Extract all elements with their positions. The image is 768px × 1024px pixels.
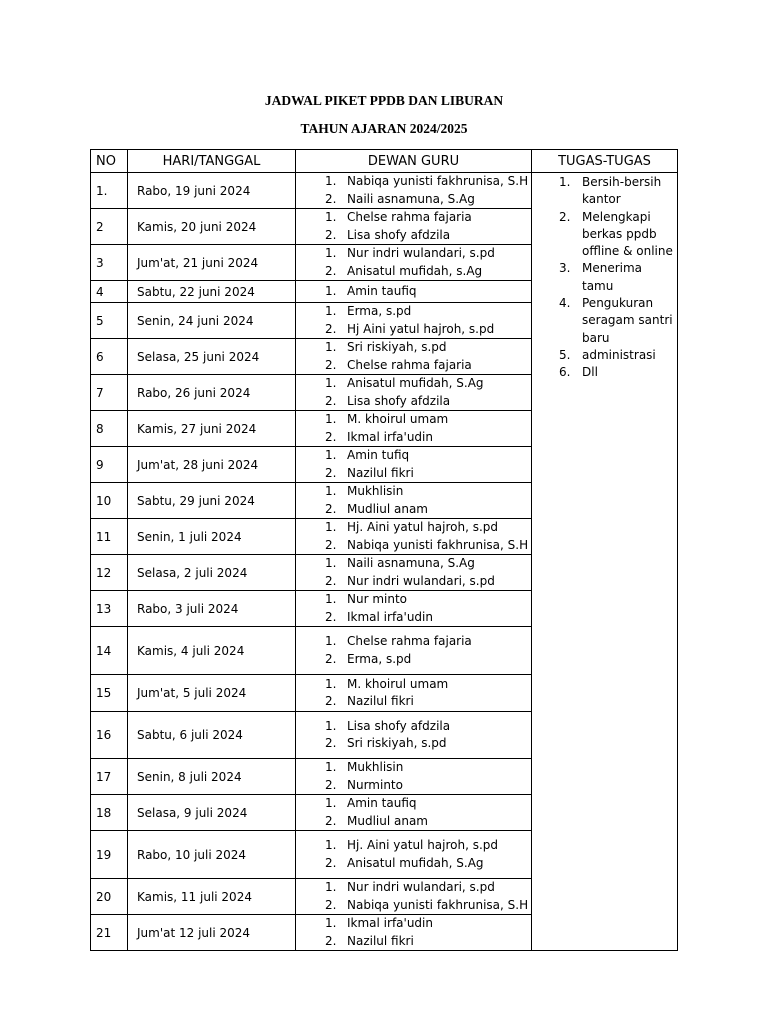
task-label: Dll [582,365,598,380]
row-teachers [296,339,532,375]
row-teachers [296,281,532,303]
teacher-list [296,718,531,753]
row-day: Rabo, 26 juni 2024 [128,375,296,411]
row-day: Jum'at, 5 juli 2024 [128,675,296,712]
teacher-name: Anisatul mufidah, S.Ag [347,855,484,870]
teacher-list [296,339,531,374]
teacher-item: 1. Nur indri wulandari, s.pd [325,880,495,894]
teacher-list [296,519,531,554]
teacher-name: Nur minto [347,592,408,606]
teacher-list [296,173,531,208]
row-teachers [296,209,532,245]
row-teachers [296,375,532,411]
row-teachers [296,303,532,339]
row-teachers [296,879,532,915]
teacher-name: Lisa shofy afdzila [347,718,451,733]
teacher-item: 2. Mudliul anam [325,501,428,516]
teacher-list [296,483,531,518]
tasks-cell [532,173,678,951]
row-teachers [296,759,532,795]
row-day: Selasa, 2 juli 2024 [128,555,296,591]
teacher-name: Mudliul anam [347,813,428,828]
teacher-item: 2. Lisa shofy afdzila [325,393,451,408]
teacher-name: M. khoirul umam [347,676,449,691]
row-day: Kamis, 4 juli 2024 [128,627,296,675]
row-number: 7 [91,375,128,411]
row-day: Selasa, 9 juli 2024 [128,795,296,831]
teacher-name: Naili asnamuna, S.Ag [347,191,475,206]
teacher-item: 1. Sri riskiyah, s.pd [325,340,447,354]
teacher-name: Hj. Aini yatul hajroh, s.pd [347,838,499,852]
teacher-item: 1. Amin taufiq [325,283,417,298]
teacher-name: Nabiqa yunisti fakhrunisa, S.H [347,897,529,912]
task-item: 1. Bersih-bersih kantor [559,175,662,207]
teacher-item: 2. Nazilul fikri [325,465,414,480]
teacher-item: 2. Hj Aini yatul hajroh, s.pd [325,321,495,336]
teacher-name: Nazilul fikri [347,694,414,708]
teacher-list [296,209,531,244]
row-day: Rabo, 19 juni 2024 [128,173,296,209]
teacher-item: 1. Nur indri wulandari, s.pd [325,246,495,260]
row-number: 18 [91,795,128,831]
row-teachers [296,245,532,281]
teacher-item: 1. Nur minto [325,592,408,606]
teacher-name: Erma, s.pd [347,304,412,318]
row-number: 19 [91,831,128,879]
teacher-name: Mudliul anam [347,501,428,516]
teacher-item: 1. M. khoirul umam [325,412,449,426]
teacher-item: 2. Ikmal irfa'udin [325,429,433,444]
document-subtitle: TAHUN AJARAN 2024/2025 [300,121,468,136]
teacher-item: 1. M. khoirul umam [325,676,449,691]
teacher-name: Nabiqa yunisti fakhrunisa, S.H [347,537,529,552]
teacher-name: Amin taufiq [347,283,417,298]
teacher-item: 2. Nurminto [325,777,403,792]
teacher-name: Nur indri wulandari, s.pd [347,573,495,588]
teacher-item: 1. Amin tufiq [325,448,410,462]
row-day: Kamis, 11 juli 2024 [128,879,296,915]
teacher-name: Sri riskiyah, s.pd [347,736,447,750]
teacher-item: 2. Chelse rahma fajaria [325,357,472,372]
teacher-name: Mukhlisin [347,760,404,774]
header-tasks: TUGAS-TUGAS [532,150,678,173]
teacher-name: Erma, s.pd [347,651,412,666]
teacher-item: 2. Mudliul anam [325,813,428,828]
row-teachers [296,712,532,759]
row-teachers [296,519,532,555]
task-label: Pengukuran seragam santri baru [582,296,673,345]
row-day: Sabtu, 22 juni 2024 [128,281,296,303]
task-label: administrasi [582,347,656,362]
row-number: 13 [91,591,128,627]
row-number: 3 [91,245,128,281]
row-number: 20 [91,879,128,915]
task-item: 6. Dll [559,365,598,380]
teacher-item: 2. Nur indri wulandari, s.pd [325,573,495,588]
teacher-item: 2. Nabiqa yunisti fakhrunisa, S.H [325,537,529,552]
task-label: Melengkapi berkas ppdb offline & online [582,209,673,259]
row-number: 6 [91,339,128,375]
teacher-list [296,591,531,626]
row-teachers [296,915,532,951]
row-number: 4 [91,281,128,303]
teacher-name: Hj Aini yatul hajroh, s.pd [347,321,495,336]
teacher-name: Chelse rahma fajaria [347,634,472,648]
row-number: 1. [91,173,128,209]
teacher-name: Chelse rahma fajaria [347,210,472,224]
teacher-name: Lisa shofy afdzila [347,393,451,408]
row-day: Sabtu, 6 juli 2024 [128,712,296,759]
row-day: Kamis, 20 juni 2024 [128,209,296,245]
teacher-list [296,759,531,794]
row-number: 9 [91,447,128,483]
row-teachers [296,447,532,483]
task-label: Bersih-bersih kantor [582,175,662,207]
row-day: Rabo, 10 juli 2024 [128,831,296,879]
table-row [91,173,678,209]
row-teachers [296,795,532,831]
table-header-row [91,150,678,173]
teacher-list [296,795,531,830]
teacher-name: Lisa shofy afdzila [347,227,451,242]
teacher-name: Anisatul mufidah, S.Ag [347,376,484,390]
row-number: 12 [91,555,128,591]
teacher-name: Mukhlisin [347,484,404,498]
teacher-item: 2. Anisatul mufidah, s.Ag [325,263,483,278]
row-day: Jum'at 12 juli 2024 [128,915,296,951]
header-teachers: DEWAN GURU [296,150,532,173]
teacher-item: 2. Ikmal irfa'udin [325,609,433,624]
row-teachers [296,555,532,591]
teacher-name: Ikmal irfa'udin [347,429,433,444]
teacher-item: 1. Chelse rahma fajaria [325,634,472,648]
teacher-name: Anisatul mufidah, s.Ag [347,263,483,278]
teacher-item: 1. Hj. Aini yatul hajroh, s.pd [325,520,499,534]
row-day: Sabtu, 29 juni 2024 [128,483,296,519]
teacher-name: Nurminto [347,777,403,792]
row-teachers [296,483,532,519]
teacher-item: 2. Nazilul fikri [325,694,414,708]
teacher-item: 1. Erma, s.pd [325,304,412,318]
teacher-item: 1. Chelse rahma fajaria [325,210,472,224]
header-no: NO [91,150,128,173]
header-day: HARI/TANGGAL [128,150,296,173]
teacher-list [296,411,531,446]
task-item: 3. Menerima tamu [559,261,643,293]
teacher-name: Amin taufiq [347,796,417,810]
teacher-list [296,375,531,410]
row-teachers [296,591,532,627]
teacher-item: 1. Mukhlisin [325,484,404,498]
row-number: 17 [91,759,128,795]
task-item: 4. Pengukuran seragam santri baru [559,296,673,345]
teacher-list [296,303,531,338]
teacher-list [296,555,531,590]
teacher-item: 2. Sri riskiyah, s.pd [325,736,447,750]
row-number: 14 [91,627,128,675]
row-day: Rabo, 3 juli 2024 [128,591,296,627]
teacher-item: 1. Lisa shofy afdzila [325,718,451,733]
row-number: 5 [91,303,128,339]
task-label: Menerima tamu [582,261,643,293]
teacher-list [296,283,531,301]
task-item: 2. Melengkapi berkas ppdb offline & online [559,209,673,259]
teacher-item: 1. Amin taufiq [325,796,417,810]
teacher-name: Nabiqa yunisti fakhrunisa, S.H [347,174,529,188]
row-day: Senin, 24 juni 2024 [128,303,296,339]
teacher-name: M. khoirul umam [347,412,449,426]
row-teachers [296,411,532,447]
document-title: JADWAL PIKET PPDB DAN LIBURAN [264,93,504,108]
teacher-item: 2. Nazilul fikri [325,933,414,948]
row-number: 10 [91,483,128,519]
teacher-name: Amin tufiq [347,448,410,462]
teacher-name: Nazilul fikri [347,933,414,948]
teacher-name: Nur indri wulandari, s.pd [347,880,495,894]
schedule-table [90,149,678,951]
row-number: 16 [91,712,128,759]
row-teachers [296,831,532,879]
task-item: 5. administrasi [559,347,656,362]
row-teachers [296,627,532,675]
row-teachers [296,675,532,712]
teacher-list [296,879,531,914]
teacher-item: 1. Nabiqa yunisti fakhrunisa, S.H [325,174,529,188]
row-number: 21 [91,915,128,951]
teacher-item: 2. Nabiqa yunisti fakhrunisa, S.H [325,897,529,912]
teacher-list [296,245,531,280]
row-number: 8 [91,411,128,447]
teacher-item: 1. Mukhlisin [325,760,404,774]
teacher-item: 1. Naili asnamuna, S.Ag [325,556,475,570]
row-number: 15 [91,675,128,712]
row-teachers [296,173,532,209]
teacher-name: Hj. Aini yatul hajroh, s.pd [347,520,499,534]
teacher-name: Ikmal irfa'udin [347,609,433,624]
teacher-item: 1. Anisatul mufidah, S.Ag [325,376,484,390]
teacher-name: Chelse rahma fajaria [347,357,472,372]
teacher-name: Nur indri wulandari, s.pd [347,246,495,260]
row-number: 2 [91,209,128,245]
teacher-list [296,837,531,872]
teacher-item: 1. Ikmal irfa'udin [325,916,433,930]
teacher-name: Nazilul fikri [347,465,414,480]
row-day: Jum'at, 28 juni 2024 [128,447,296,483]
row-day: Senin, 1 juli 2024 [128,519,296,555]
teacher-list [296,676,531,711]
teacher-item: 1. Hj. Aini yatul hajroh, s.pd [325,838,499,852]
teacher-list [296,447,531,482]
row-day: Kamis, 27 juni 2024 [128,411,296,447]
row-day: Jum'at, 21 juni 2024 [128,245,296,281]
teacher-list [296,633,531,668]
teacher-item: 2. Erma, s.pd [325,651,412,666]
teacher-name: Sri riskiyah, s.pd [347,340,447,354]
teacher-item: 2. Anisatul mufidah, S.Ag [325,855,484,870]
row-day: Senin, 8 juli 2024 [128,759,296,795]
teacher-item: 2. Lisa shofy afdzila [325,227,451,242]
teacher-name: Ikmal irfa'udin [347,916,433,930]
row-number: 11 [91,519,128,555]
teacher-list [296,915,531,950]
teacher-item: 2. Naili asnamuna, S.Ag [325,191,475,206]
teacher-name: Naili asnamuna, S.Ag [347,556,475,570]
row-day: Selasa, 25 juni 2024 [128,339,296,375]
task-list [532,173,677,382]
